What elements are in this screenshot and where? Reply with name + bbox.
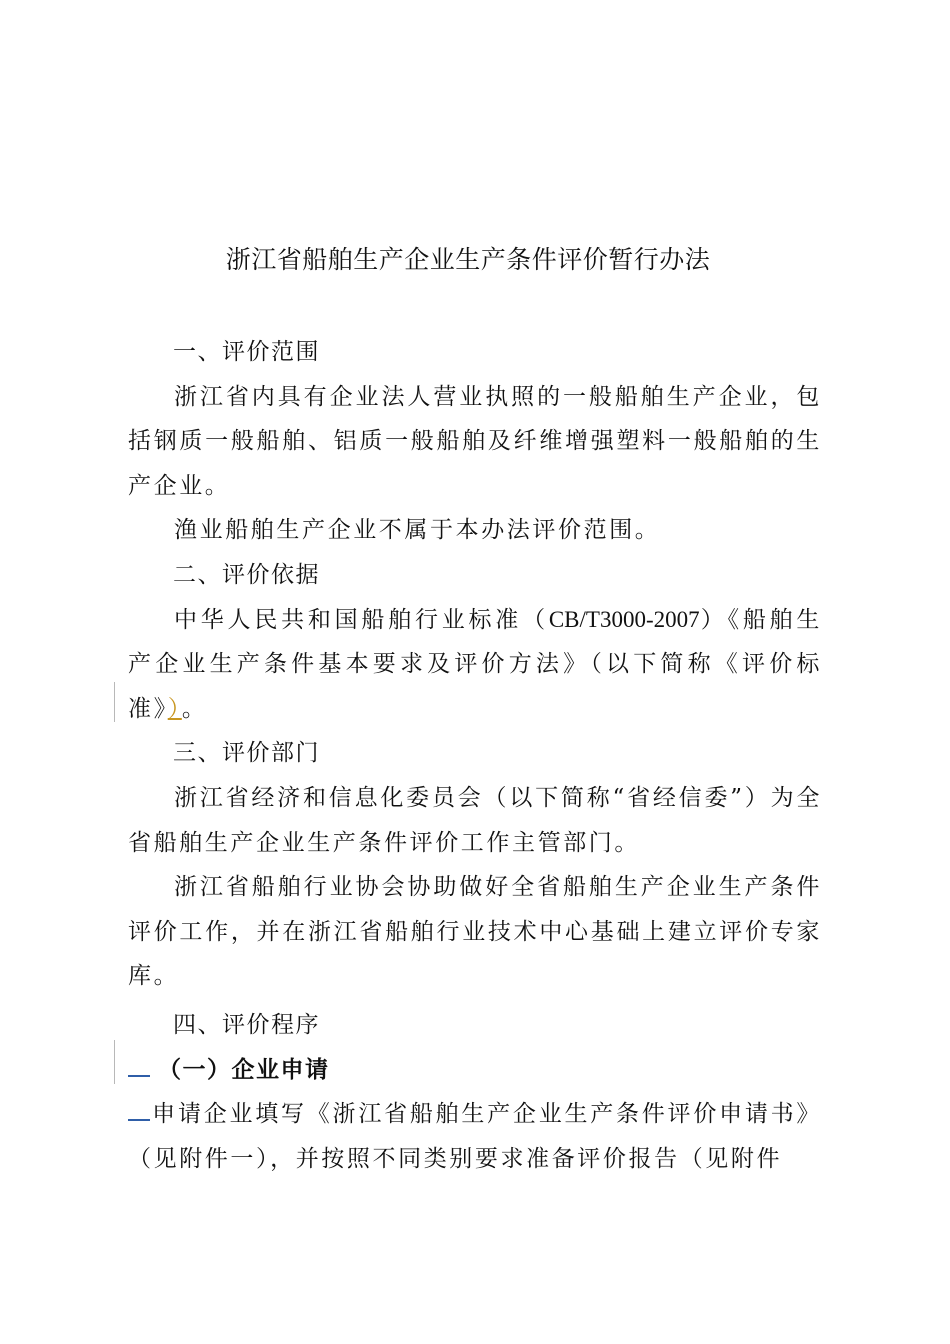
insertion-mark <box>128 1055 150 1077</box>
section-heading-procedure: 四、评价程序 <box>173 1011 320 1038</box>
revision-mark: ） <box>167 695 182 722</box>
text-run: 中华人民共和国船舶行业标准（ <box>174 606 549 633</box>
text-run: ）《船舶生产企业生产条件基本要求及评价方法》（以下简称《评价标准》 <box>128 606 822 722</box>
section-heading-scope: 一、评价范围 <box>173 339 320 365</box>
change-bar <box>114 682 115 722</box>
paragraph: 浙江省经济和信息化委员会（以下简称“省经信委”）为全省船舶生产企业生产条件评价工作主管部门。 <box>128 784 822 856</box>
subsection-heading-application <box>128 1048 822 1093</box>
section-heading-basis: 二、评价依据 <box>173 561 320 588</box>
standard-code: CB/T3000-2007 <box>548 606 700 632</box>
section-heading-department: 三、评价部门 <box>173 740 320 767</box>
paragraph-application <box>128 1092 822 1181</box>
text-run: 。 <box>181 695 208 722</box>
subsection-label: （一）企业申请 <box>158 1056 330 1083</box>
document-title: 浙江省船舶生产企业生产条件评价暂行办法 <box>225 245 711 274</box>
paragraph: 浙江省船舶行业协会协助做好全省船舶生产企业生产条件评价工作，并在浙江省船舶行业技术中心基础上建立评价专家库。 <box>128 874 822 990</box>
document-body <box>128 330 822 1181</box>
paragraph: 渔业船舶生产企业不属于本办法评价范围。 <box>174 517 661 544</box>
text-run: 申请企业填写《浙江省船舶生产企业生产条件评价申请书》（见附件一），并按照不同类别要求准备评价报告（见附件 <box>128 1101 822 1172</box>
paragraph-standard <box>128 598 822 732</box>
insertion-mark <box>128 1099 150 1121</box>
change-bar <box>114 1040 115 1084</box>
paragraph: 浙江省内具有企业法人营业执照的一般船舶生产企业，包括钢质一般船舶、铝质一般船舶及纤维增强塑料一般船舶的生产企业。 <box>128 383 822 499</box>
